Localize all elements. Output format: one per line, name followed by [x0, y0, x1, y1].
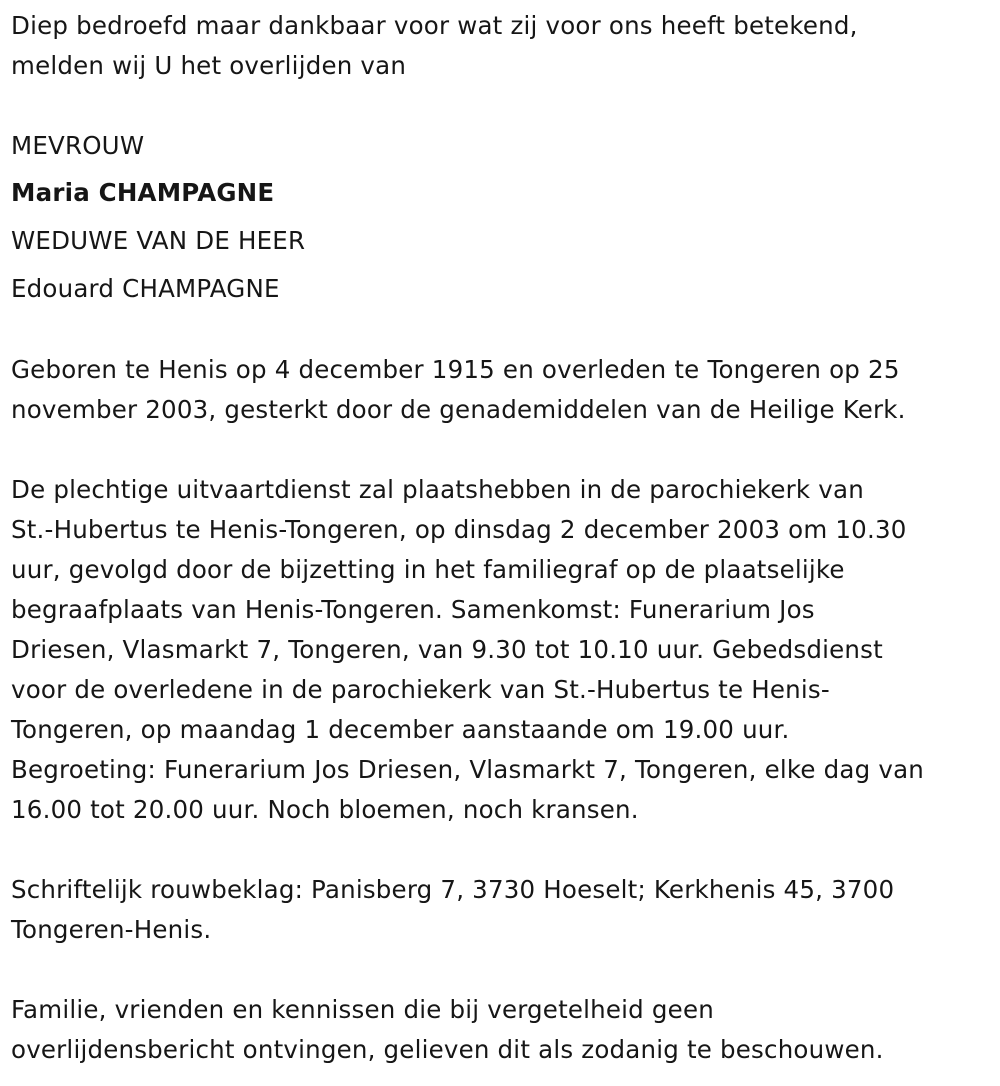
funeral-line-8: Begroeting: Funerarium Jos Driesen, Vlasmarkt 7, Tongeren, elke dag van: [11, 755, 925, 784]
funeral-line-5: Driesen, Vlasmarkt 7, Tongeren, van 9.30 tot 10.10 uur. Gebedsdienst: [11, 635, 883, 664]
closing-line-1: Familie, vrienden en kennissen die bij vergetelheid geen: [11, 995, 714, 1024]
funeral-line-7: Tongeren, op maandag 1 december aanstaande om 19.00 uur.: [11, 715, 790, 744]
closing-line-2: overlijdensbericht ontvingen, gelieven dit als zodanig te beschouwen.: [11, 1035, 884, 1064]
funeral-line-1: De plechtige uitvaartdienst zal plaatshebben in de parochiekerk van: [11, 475, 864, 504]
deceased-relation: WEDUWE VAN DE HEER: [11, 226, 306, 255]
birth-death-line-2: november 2003, gesterkt door de genademiddelen van de Heilige Kerk.: [11, 395, 906, 424]
deceased-title: MEVROUW: [11, 131, 145, 160]
funeral-line-2: St.-Hubertus te Henis-Tongeren, op dinsdag 2 december 2003 om 10.30: [11, 515, 907, 544]
birth-death-line-1: Geboren te Henis op 4 december 1915 en overleden te Tongeren op 25: [11, 355, 900, 384]
intro-line-2: melden wij U het overlijden van: [11, 51, 407, 80]
condolence-line-1: Schriftelijk rouwbeklag: Panisberg 7, 3730 Hoeselt; Kerkhenis 45, 3700: [11, 875, 895, 904]
funeral-line-3: uur, gevolgd door de bijzetting in het familiegraf op de plaatselijke: [11, 555, 845, 584]
intro-line-1: Diep bedroefd maar dankbaar voor wat zij voor ons heeft betekend,: [11, 11, 858, 40]
funeral-line-9: 16.00 tot 20.00 uur. Noch bloemen, noch kransen.: [11, 795, 639, 824]
funeral-line-6: voor de overledene in de parochiekerk van St.-Hubertus te Henis-: [11, 675, 830, 704]
condolence-line-2: Tongeren-Henis.: [11, 915, 212, 944]
funeral-line-4: begraafplaats van Henis-Tongeren. Samenkomst: Funerarium Jos: [11, 595, 815, 624]
spouse-name: Edouard CHAMPAGNE: [11, 274, 280, 303]
deceased-name: Maria CHAMPAGNE: [11, 178, 275, 207]
